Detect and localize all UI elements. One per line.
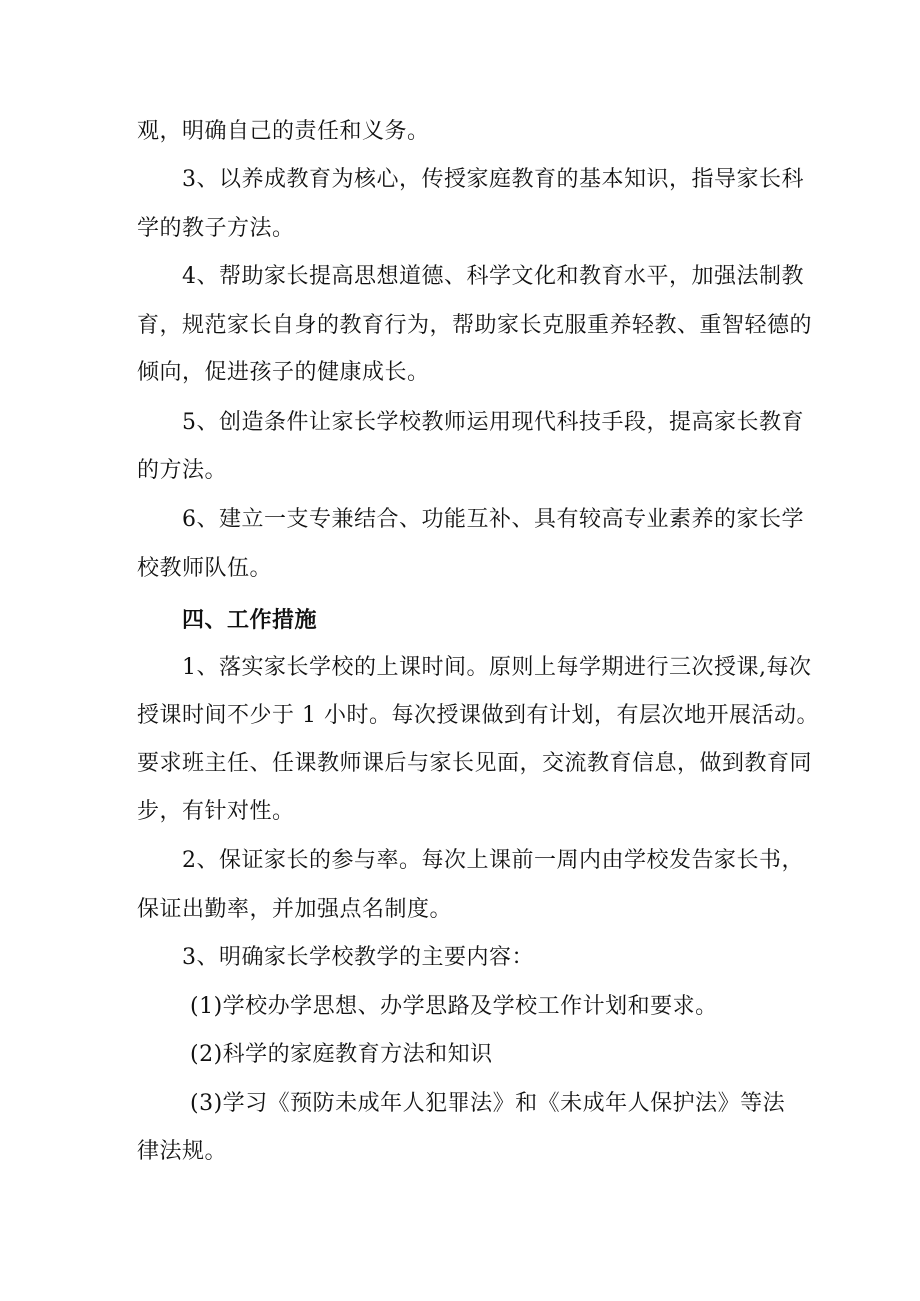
- list-item: (3)学习《预防未成年人犯罪法》和《未成年人保护法》等法: [190, 1091, 786, 1116]
- paragraph-line: 要求班主任、任课教师课后与家长见面，交流教育信息，做到教育同: [137, 751, 813, 776]
- paragraph-line: 4、帮助家长提高思想道德、科学文化和教育水平，加强法制教: [182, 264, 804, 289]
- list-item: (1)学校办学思想、办学思路及学校工作计划和要求。: [190, 994, 718, 1019]
- paragraph-line: 倾向，促进孩子的健康成长。: [137, 360, 430, 385]
- paragraph-line: 2、保证家长的参与率。每次上课前一周内由学校发告家长书，: [182, 848, 804, 873]
- paragraph-line: 育，规范家长自身的教育行为，帮助家长克服重养轻教、重智轻德的: [137, 313, 813, 338]
- paragraph-line: 保证出勤率，并加强点名制度。: [137, 897, 453, 922]
- paragraph-line: 观，明确自己的责任和义务。: [137, 119, 430, 144]
- paragraph-line: 律法规。: [137, 1139, 228, 1164]
- paragraph-line: 5、创造条件让家长学校教师运用现代科技手段，提高家长教育: [182, 410, 804, 435]
- paragraph-line: 6、建立一支专兼结合、功能互补、具有较高专业素养的家长学: [182, 507, 804, 532]
- paragraph-line: 步，有针对性。: [137, 799, 295, 824]
- paragraph-line: 3、以养成教育为核心，传授家庭教育的基本知识，指导家长科: [182, 167, 804, 192]
- section-heading: 四、工作措施: [182, 607, 318, 633]
- paragraph-line: 的方法。: [137, 458, 228, 483]
- paragraph-line: 学的教子方法。: [137, 216, 295, 241]
- paragraph-line: 授课时间不少于 1 小时。每次授课做到有计划，有层次地开展活动。: [137, 703, 819, 728]
- paragraph-line: 3、明确家长学校教学的主要内容：: [182, 945, 534, 970]
- paragraph-line: 校教师队伍。: [137, 556, 273, 581]
- paragraph-line: 1、落实家长学校的上课时间。原则上每学期进行三次授课,每次: [182, 655, 812, 680]
- list-item: (2)科学的家庭教育方法和知识: [190, 1042, 493, 1067]
